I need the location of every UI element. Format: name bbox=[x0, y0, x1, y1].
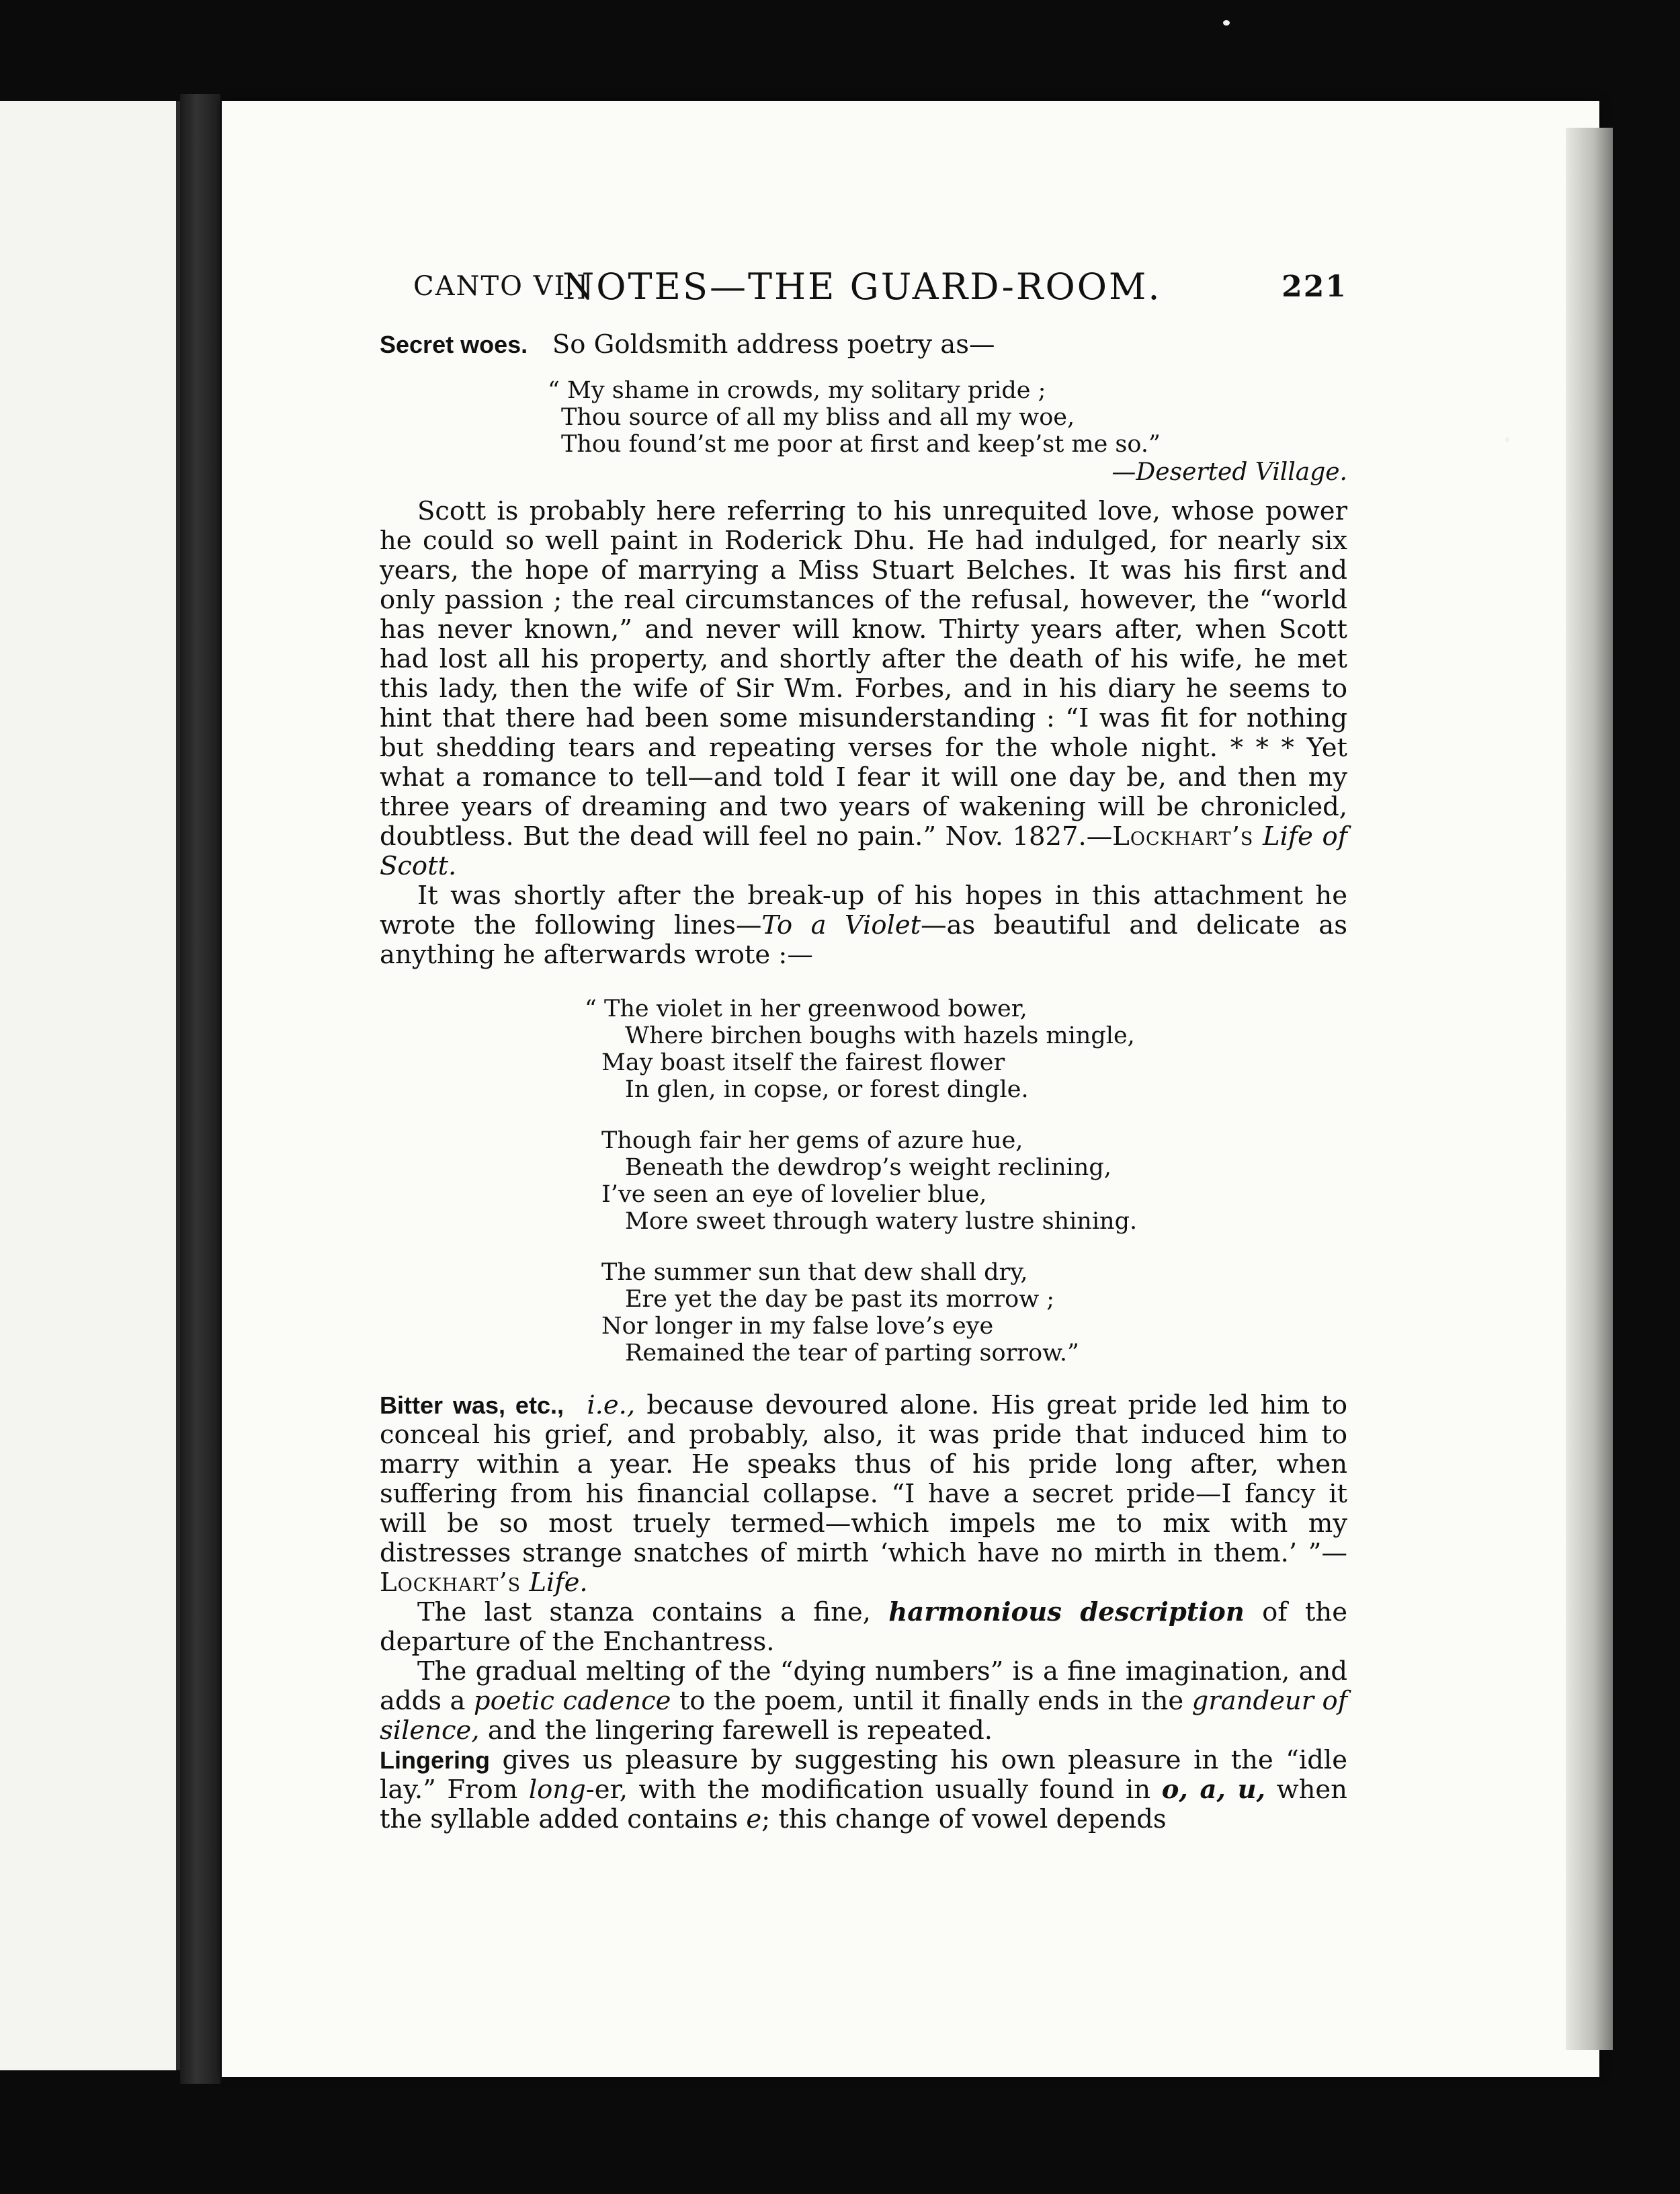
page-edge-shadow bbox=[1566, 128, 1613, 2050]
goldsmith-quote bbox=[380, 377, 1347, 486]
source-author: Lockhart’s bbox=[380, 1568, 521, 1598]
poem-line: “ The violet in her greenwood bower, bbox=[585, 996, 1027, 1022]
poem-line: Beneath the dewdrop’s weight reclining, bbox=[625, 1154, 1111, 1181]
page-title: NOTES—THE GUARD-ROOM. bbox=[562, 266, 1162, 308]
book-spine bbox=[180, 94, 220, 2084]
quote-attribution: —Deserted Village. bbox=[1111, 458, 1347, 486]
quote-line: “ My shame in crowds, my solitary pride ; bbox=[548, 377, 1046, 404]
poem-line: More sweet through watery lustre shining. bbox=[625, 1208, 1138, 1235]
scan-speck bbox=[1223, 20, 1230, 26]
paragraph-text: It was shortly after the break-up of his hopes in this attachment he wrote the following lines— bbox=[380, 881, 1347, 940]
scan-speck bbox=[1505, 437, 1509, 442]
poem-line: Though fair her gems of azure hue, bbox=[601, 1127, 1023, 1154]
poem-line: Remained the tear of parting sorrow.” bbox=[625, 1340, 1079, 1367]
paragraph-text: to the poem, until it finally ends in the bbox=[679, 1686, 1184, 1716]
note-secret-woes bbox=[380, 330, 1347, 360]
note-bitter-was bbox=[380, 1391, 1347, 1598]
page-content bbox=[380, 266, 1347, 1834]
paragraph-scott-love bbox=[380, 497, 1347, 881]
facing-page-edge bbox=[0, 101, 180, 2070]
poem-line: Where birchen boughs with hazels mingle, bbox=[625, 1022, 1135, 1049]
paragraph-text: and the lingering farewell is repeated. bbox=[487, 1715, 993, 1746]
poem-stanza bbox=[380, 1127, 1347, 1235]
paragraph-last-stanza bbox=[380, 1598, 1347, 1657]
paragraph-text: The gradual melting of the “dying numbers” is a fine imagination, and adds a bbox=[380, 1656, 1347, 1716]
running-head bbox=[380, 266, 1347, 313]
paragraph-text: of the departure of the Enchantress. bbox=[380, 1597, 1347, 1657]
quote-line: Thou found’st me poor at first and keep’st me so.” bbox=[561, 431, 1161, 458]
emphasis-text: harmonious description bbox=[888, 1597, 1245, 1627]
note-lingering bbox=[380, 1746, 1347, 1834]
paragraph-dying-numbers bbox=[380, 1657, 1347, 1746]
paragraph-text: -er, with the modification usually found in bbox=[585, 1775, 1151, 1805]
poem-line: Ere yet the day be past its morrow ; bbox=[625, 1286, 1055, 1313]
poem-line: Nor longer in my false love’s eye bbox=[601, 1313, 994, 1340]
paragraph-text: ; this change of vowel depends bbox=[761, 1804, 1167, 1834]
poem-line: May boast itself the fairest flower bbox=[601, 1049, 1005, 1076]
emphasis-text: poetic cadence bbox=[473, 1686, 671, 1716]
poem-line: I’ve seen an eye of lovelier blue, bbox=[601, 1181, 987, 1208]
vowel-e: e bbox=[746, 1804, 762, 1834]
poem-stanza bbox=[380, 1259, 1347, 1367]
lemma-bitter-was: Bitter was, etc., bbox=[380, 1391, 564, 1419]
poem-line: In glen, in copse, or forest dingle. bbox=[625, 1076, 1029, 1103]
quote-line: Thou source of all my bliss and all my woe, bbox=[561, 404, 1075, 431]
emphasis-text: long bbox=[528, 1775, 586, 1805]
lemma-secret-woes: Secret woes. bbox=[380, 331, 528, 358]
source-title: Life of Scott. bbox=[380, 821, 1347, 881]
poem-title: To a Violet bbox=[761, 910, 921, 940]
paragraph-text: gives us pleasure by suggesting his own pleasure in the “idle lay.” From bbox=[380, 1745, 1347, 1805]
note-intro: So Goldsmith address poetry as— bbox=[552, 329, 995, 360]
paragraph-text: Scott is probably here referring to his unrequited love, whose power he could so well paint in Roderick Dhu. He had indulged, for nearly six years, the hope of marrying a Miss Stuart Belches. It was his first and only passion ; the real circumstances of the refusal, however, the “world has never known,” and never will know. Thirty years after, when Scott had lost all his property, and shortly after the death of his wife, he met this lady, then the wife of Sir Wm. Forbes, and in his diary he seems to hint that there had been some misunderstanding : “I was fit for nothing but shedding tears and repeating verses for the whole night. * * * Yet what a romance to tell—and told I fear it will one day be, and then my three years of dreaming and two years of wakening will be chronicled, doubtless. But the dead will feel no pain.” Nov. 1827.— bbox=[380, 496, 1347, 852]
emphasis-text: grandeur of silence, bbox=[380, 1686, 1347, 1746]
paragraph-text: The last stanza contains a fine, bbox=[417, 1597, 871, 1627]
page-number: 221 bbox=[1282, 270, 1347, 304]
paragraph-text: because devoured alone. His great pride led him to conceal his grief, and probably, also, it was pride that induced him to marry within a year. He speaks thus of his pride long after, when suffering from his financial collapse. “I have a secret pride—I fancy it will be so most truely termed—which impels me to mix with my distresses strange snatches of mirth ‘which have no mirth in them.’ ”— bbox=[380, 1390, 1347, 1568]
poem-stanza bbox=[380, 996, 1347, 1103]
ie-abbreviation: i.e., bbox=[587, 1390, 636, 1420]
vowel-list: o, a, u, bbox=[1161, 1775, 1266, 1805]
source-author: Lockhart’s bbox=[1112, 821, 1254, 852]
violet-poem bbox=[380, 996, 1347, 1367]
source-title: Life. bbox=[529, 1568, 588, 1598]
lemma-lingering: Lingering bbox=[380, 1746, 490, 1774]
canto-label: CANTO VI.] bbox=[413, 271, 588, 302]
poem-line: The summer sun that dew shall dry, bbox=[601, 1259, 1028, 1286]
paragraph-text: when the syllable added contains bbox=[380, 1775, 1347, 1834]
paragraph-violet-intro bbox=[380, 881, 1347, 970]
paragraph-text: —as beautiful and delicate as anything he afterwards wrote :— bbox=[380, 910, 1347, 970]
